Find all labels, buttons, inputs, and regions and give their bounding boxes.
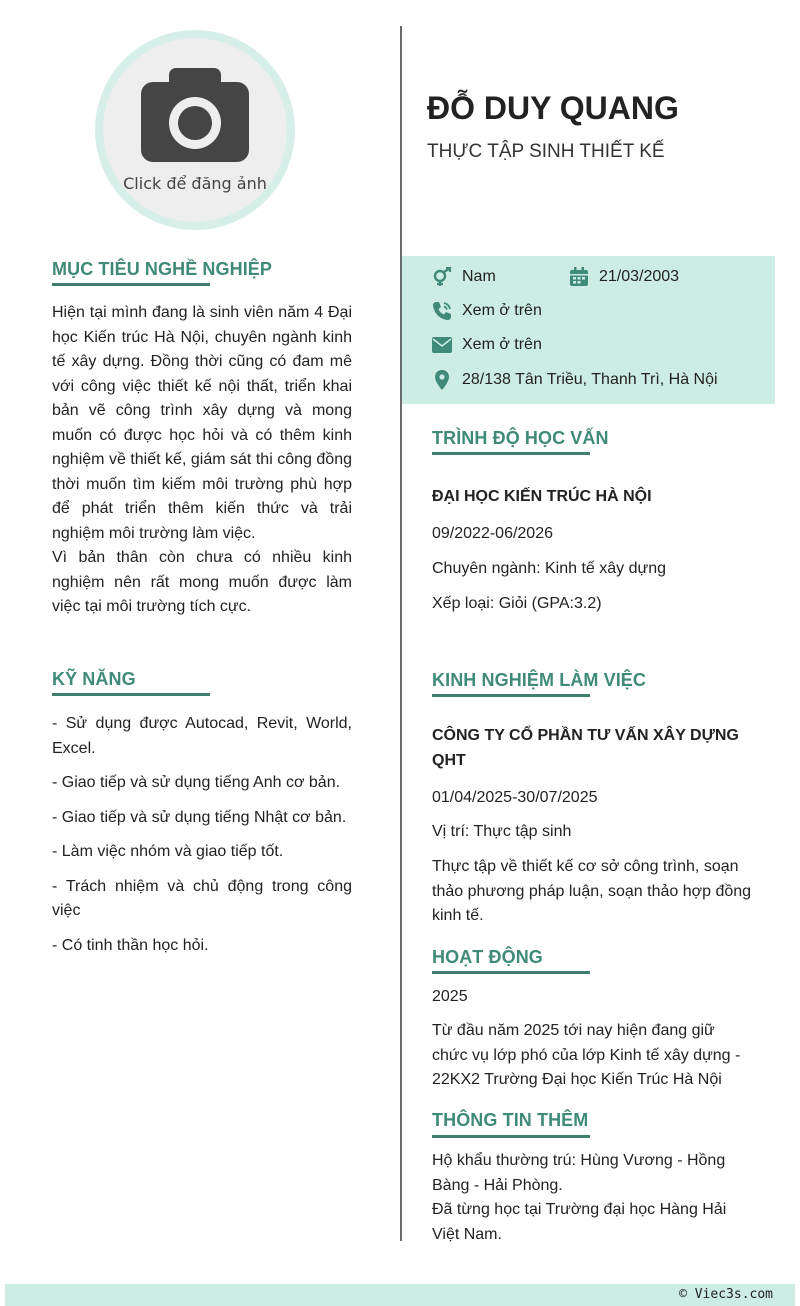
career-objective <box>52 301 352 620</box>
birthday-value: 21/03/2003 <box>599 268 680 285</box>
skills-list <box>52 712 352 968</box>
experience-description: Thực tập về thiết kế cơ sở công trình, soạn thảo phương pháp luận, soạn thảo hợp đồng kinh tế. <box>432 858 752 924</box>
candidate-name: ĐỖ DUY QUANG <box>427 90 679 126</box>
career-title: MỤC TIÊU NGHỀ NGHIỆP <box>52 259 273 279</box>
education-major: Chuyên ngành: Kinh tế xây dựng <box>432 560 666 577</box>
phone-icon <box>432 301 452 321</box>
activities-description: Từ đầu năm 2025 tới nay hiện đang giữ chức vụ lớp phó của lớp Kinh tế xây dựng - 22KX2 Trường Đại học Kiến Trúc Hà Nội <box>432 1022 741 1088</box>
footer-copyright[interactable]: © Viec3s.com <box>679 1287 773 1302</box>
gender-value: Nam <box>462 268 496 285</box>
gender-icon <box>432 267 452 287</box>
skill-item: - Giao tiếp và sử dụng tiếng Anh cơ bản. <box>52 774 341 791</box>
job-title: THỰC TẬP SINH THIẾT KẾ <box>427 141 665 162</box>
extra-title: THÔNG TIN THÊM <box>432 1110 589 1130</box>
location-pin-icon <box>432 370 452 390</box>
skill-item: - Giao tiếp và sử dụng tiếng Nhật cơ bản. <box>52 808 347 826</box>
career-underline <box>52 283 210 286</box>
skills-title: KỸ NĂNG <box>52 669 136 689</box>
phone-value: Xem ở trên <box>462 302 542 319</box>
education-underline <box>432 452 590 455</box>
extra-underline <box>432 1135 590 1138</box>
skill-item: - Có tinh thần học hỏi. <box>52 936 209 954</box>
skills-underline <box>52 693 210 696</box>
experience-underline <box>432 694 590 697</box>
education-school: ĐẠI HỌC KIẾN TRÚC HÀ NỘI <box>432 488 652 505</box>
email-value: Xem ở trên <box>462 336 542 353</box>
calendar-icon <box>569 267 589 287</box>
extra-line: Hộ khẩu thường trú: Hùng Vương - Hồng Bàng - Hải Phòng. <box>432 1152 726 1194</box>
education-title: TRÌNH ĐỘ HỌC VẤN <box>432 428 609 448</box>
column-divider <box>400 26 402 1241</box>
avatar-caption: Click để đăng ảnh <box>123 174 267 193</box>
skill-item: - Trách nhiệm và chủ động trong công việc <box>52 877 352 919</box>
experience-period: 01/04/2025-30/07/2025 <box>432 789 598 806</box>
camera-icon <box>141 68 249 162</box>
career-paragraph: Vì bản thân còn chưa có nhiều kinh nghiệm nên rất mong muốn được làm việc tại môi trường tích cực. <box>52 549 352 615</box>
education-grade: Xếp loại: Giỏi (GPA:3.2) <box>432 595 602 612</box>
career-paragraph: Hiện tại mình đang là sinh viên năm 4 Đại học Kiến trúc Hà Nội, chuyên ngành kinh tế xây dựng. Đồng thời cũng có đam mê với công việc thiết kế nội thất, triển khai bản vẽ công trình xây dựng và mong muốn có được học hỏi và có thêm kinh nghiệm về thiết kế, giám sát thi công đồng thời muốn tìm kiếm môi trường phù hợp để phát triển thêm kiến thức và trải nghiệm môi trường làm việc. <box>52 304 352 542</box>
avatar-upload[interactable] <box>95 30 295 230</box>
footer-bar <box>5 1284 795 1306</box>
gender-row <box>432 267 496 287</box>
activities-year: 2025 <box>432 988 468 1005</box>
address-row <box>432 370 718 390</box>
activities-title: HOẠT ĐỘNG <box>432 947 543 967</box>
activities-underline <box>432 971 590 974</box>
education-period: 09/2022-06/2026 <box>432 525 553 542</box>
experience-title: KINH NGHIỆM LÀM VIỆC <box>432 670 647 690</box>
phone-row <box>432 301 542 321</box>
extra-line: Đã từng học tại Trường đại học Hàng Hải Việt Nam. <box>432 1201 727 1243</box>
extra-info <box>432 1149 752 1247</box>
experience-company: CÔNG TY CỔ PHẦN TƯ VẤN XÂY DỰNG QHT <box>432 727 739 769</box>
email-icon <box>432 336 452 354</box>
skill-item: - Sử dụng được Autocad, Revit, World, Excel. <box>52 715 352 757</box>
skill-item: - Làm việc nhóm và giao tiếp tốt. <box>52 843 284 860</box>
email-row <box>432 336 542 354</box>
experience-position: Vị trí: Thực tập sinh <box>432 823 572 840</box>
address-value: 28/138 Tân Triều, Thanh Trì, Hà Nội <box>462 371 718 388</box>
birthday-row <box>569 267 679 287</box>
